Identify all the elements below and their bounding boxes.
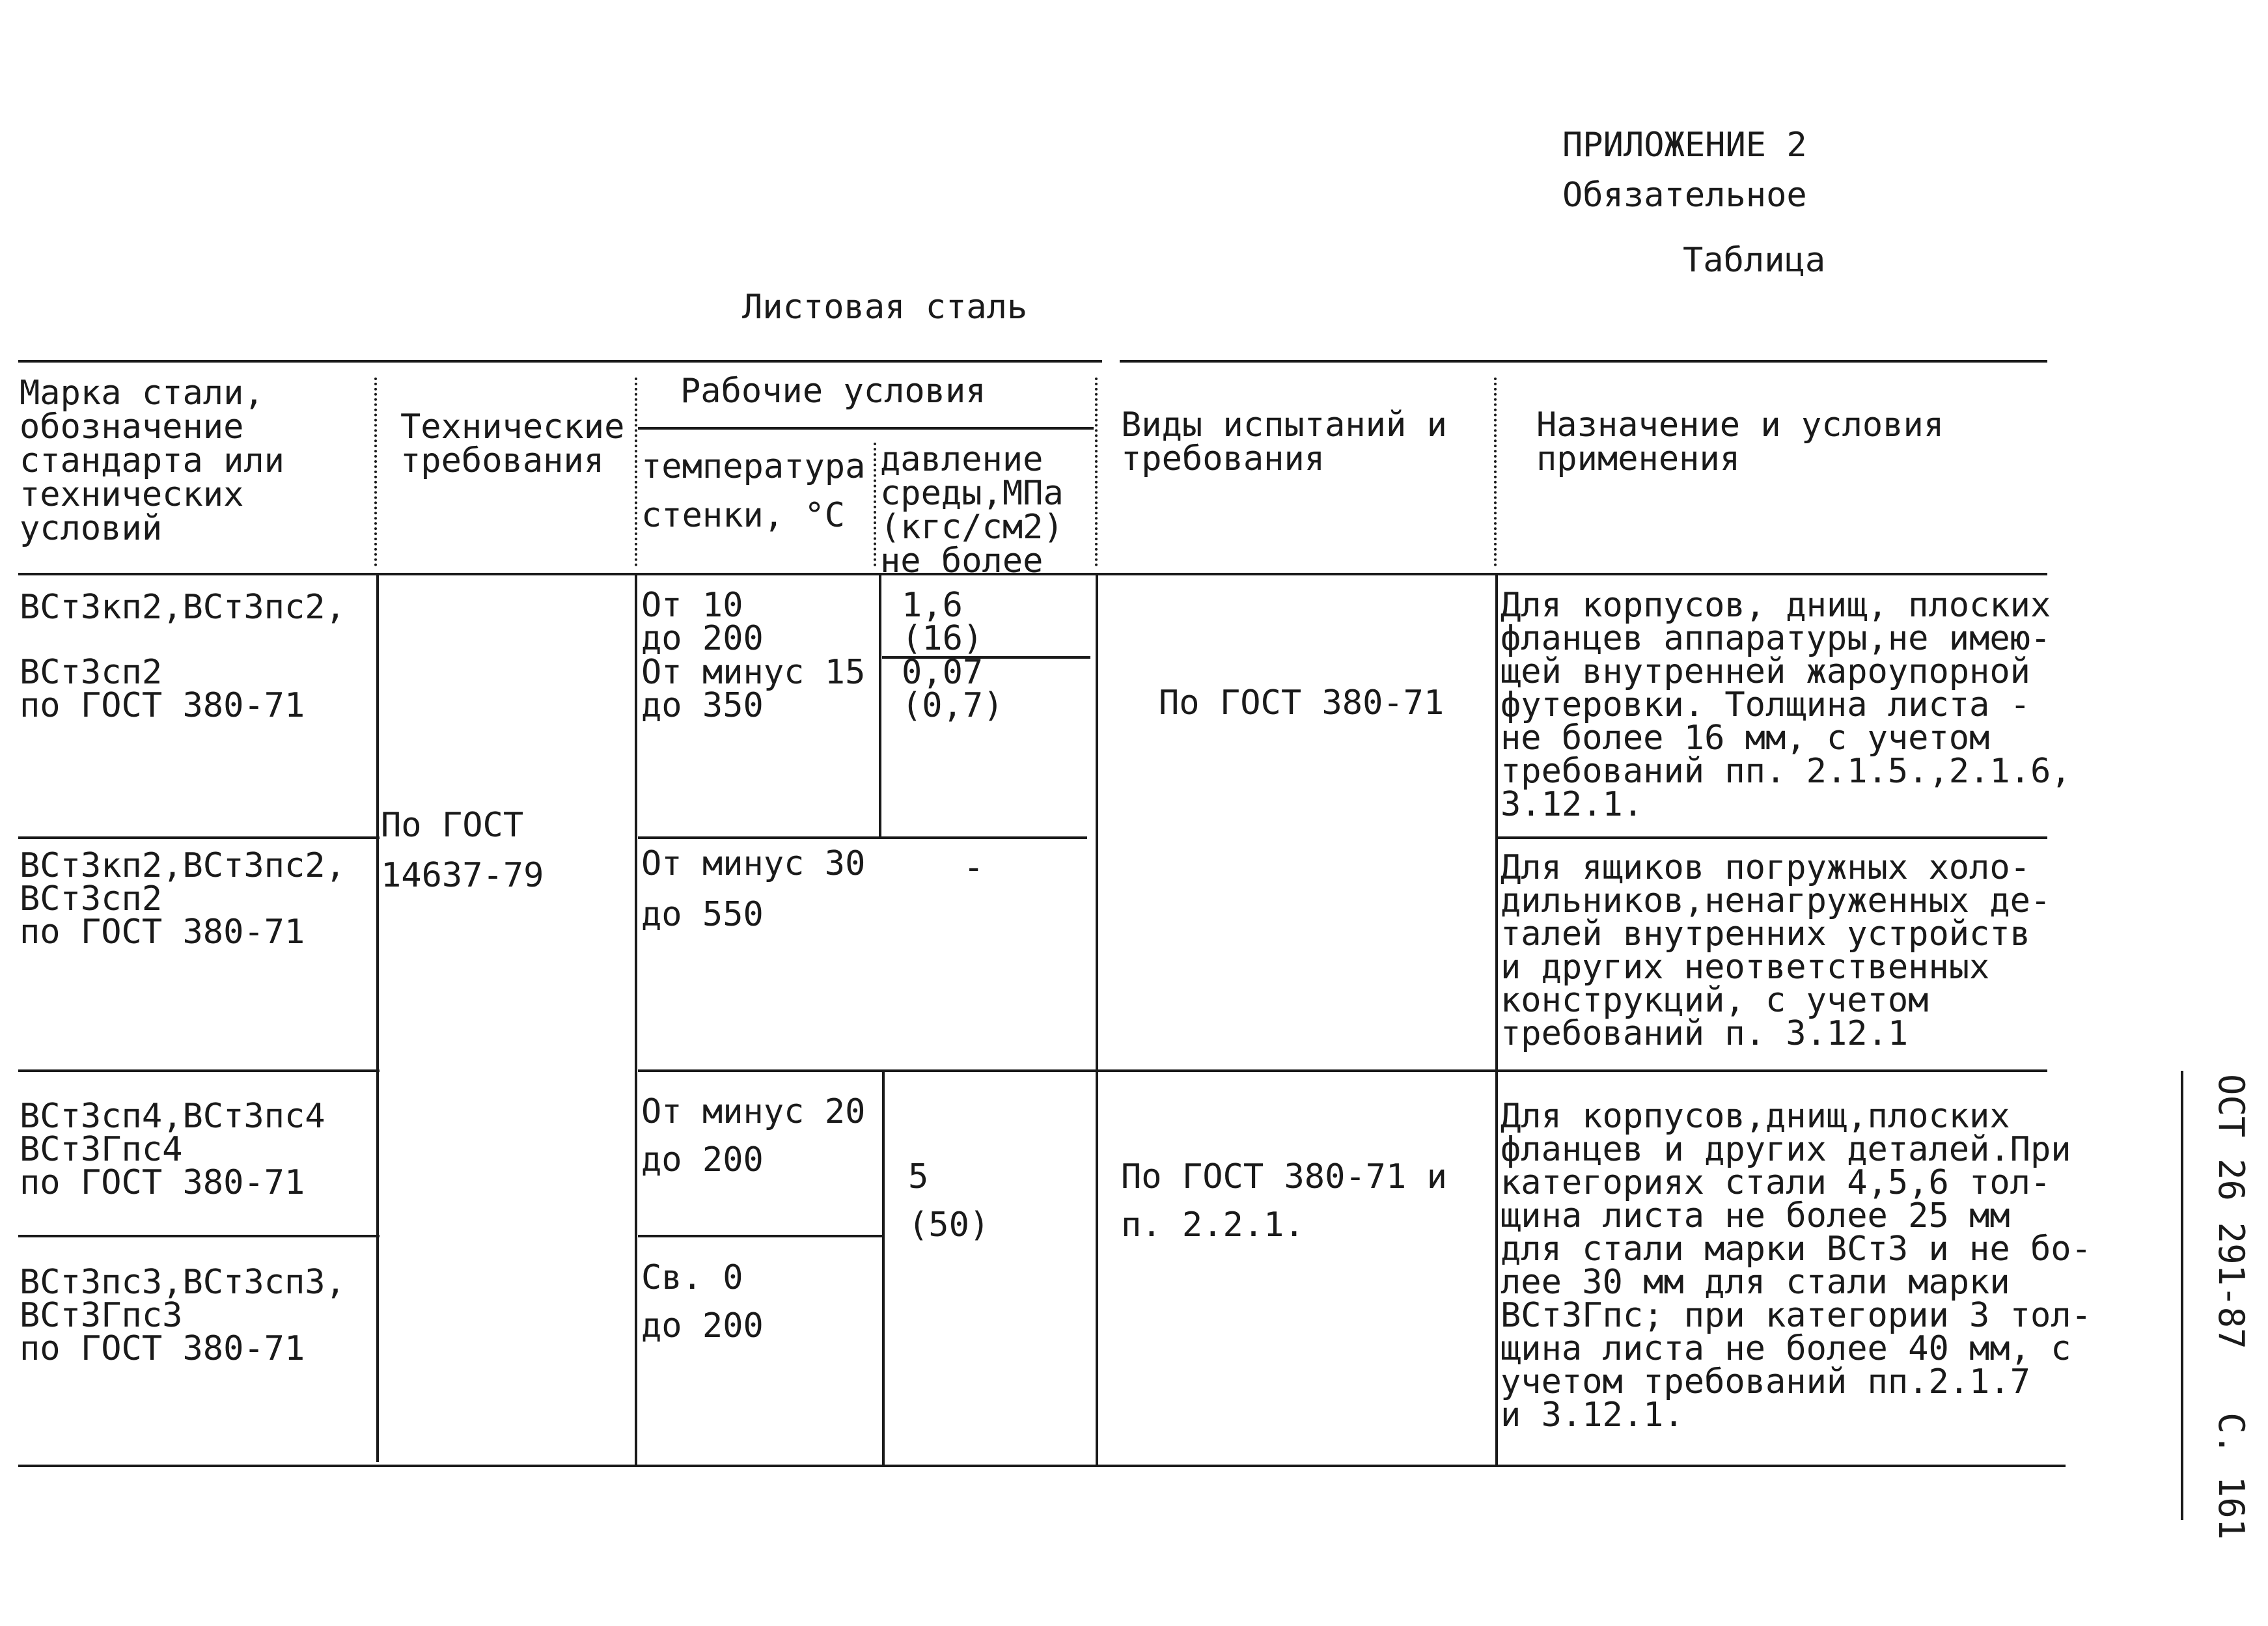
mandatory-label: Обязательное: [1562, 176, 1807, 215]
row1-purpose: Для корпусов, днищ, плоских фланцев аппаратуры,не имею- щей внутренней жароупорной футеровки. Толщина листа - не более 16 мм, с учетом требований пп. 2.1.5.,2.1.6, 3.12.1.: [1500, 586, 2071, 824]
row1-pressure-1: 1,6 (16): [902, 586, 984, 658]
header-divider-3: [874, 443, 876, 566]
side-document-stamp: ОСТ 26 291-87 С. 161: [2211, 1074, 2252, 1540]
body-divider-3a: [879, 575, 881, 838]
table-bottom-rule: [18, 1465, 2066, 1467]
header-divider-2: [635, 378, 637, 566]
row2-grade: ВСт3кп2,ВСт3пс2, ВСт3сп2 по ГОСТ 380-71: [20, 846, 346, 952]
conditions-subheader-rule: [638, 427, 1094, 430]
row34-tests: По ГОСТ 380-71 и п. 2.2.1.: [1121, 1157, 1447, 1245]
row3-bottom-rule-left: [18, 1235, 380, 1237]
header-divider-5: [1494, 378, 1497, 566]
row1-tests: По ГОСТ 380-71: [1159, 683, 1445, 723]
row3-bottom-rule-mid: [638, 1235, 882, 1237]
table-label: Таблица: [1683, 241, 1826, 280]
table-title: Листовая сталь: [742, 288, 1028, 327]
col-tests-header: Виды испытаний и требования: [1121, 406, 1447, 478]
row2-temperature: От минус 30 до 550: [641, 844, 866, 934]
body-divider-2: [635, 575, 637, 1465]
row4-grade: ВСт3пс3,ВСт3сп3, ВСт3Гпс3 по ГОСТ 380-71: [20, 1263, 346, 1368]
col-tech-req-header: Технические требования: [400, 407, 625, 480]
row2-bottom-rule-left: [18, 1069, 380, 1072]
row1-temperature-2: От минус 15 до 350: [641, 653, 866, 725]
row1-bottom-rule-left: [18, 836, 380, 839]
side-stamp-rule: [2181, 1071, 2183, 1520]
row34-pressure: 5 (50): [908, 1157, 990, 1245]
body-divider-4: [1096, 575, 1098, 1465]
row1-grade-a: ВСт3кп2,ВСт3пс2,: [20, 588, 346, 627]
header-divider-4: [1095, 378, 1098, 566]
header-divider-1: [374, 378, 377, 566]
table-top-rule: [18, 360, 1102, 363]
body-divider-3b: [882, 1069, 885, 1465]
col-conditions-header: Рабочие условия: [680, 372, 986, 411]
row34-purpose: Для корпусов,днищ,плоских фланцев и других деталей.При категориях стали 4,5,6 тол- щина листа не более 25 мм для стали марки ВСт3 и не бо- лее 30 мм для стали марки ВСт3Гпс; при категории 3 тол- щина листа не более 40 мм, с учетом требований пп.2.1.7 и 3.12.1.: [1500, 1097, 2092, 1435]
body-divider-1: [376, 575, 379, 1462]
row1-bottom-rule-right: [1497, 836, 2047, 839]
row2-purpose: Для ящиков погружных холо- дильников,ненагруженных де- талей внутренних устройств и других неответственных конструкций, с учетом требований п. 3.12.1: [1500, 848, 2051, 1053]
col-purpose-header: Назначение и условия применения: [1536, 406, 1944, 478]
row3-temperature: От минус 20 до 200: [641, 1092, 866, 1179]
row2-bottom-rule-mid: [638, 1069, 2047, 1072]
tech-requirements: По ГОСТ 14637-79: [381, 806, 544, 895]
row1-pressure-2: 0,07 (0,7): [902, 653, 1004, 725]
col-grade-header: Марка стали, обозначение стандарта или технических условий: [20, 374, 284, 548]
row1-grade-b: ВСт3сп2 по ГОСТ 380-71: [20, 653, 305, 725]
col-temperature-header: температура стенки, °С: [641, 447, 866, 535]
row1-bottom-rule-mid: [638, 836, 1087, 839]
body-divider-5: [1495, 575, 1498, 1465]
appendix-label: ПРИЛОЖЕНИЕ 2: [1562, 126, 1807, 165]
row2-pressure: -: [963, 848, 984, 887]
row3-grade: ВСт3сп4,ВСт3пс4 ВСт3Гпс4 по ГОСТ 380-71: [20, 1097, 325, 1202]
col-pressure-header: давление среды,МПа (кгс/см2) не более: [880, 440, 1064, 581]
row1-temperature-1: От 10 до 200: [641, 586, 764, 658]
table-top-rule-right: [1120, 360, 2047, 363]
row4-temperature: Св. 0 до 200: [641, 1258, 764, 1345]
